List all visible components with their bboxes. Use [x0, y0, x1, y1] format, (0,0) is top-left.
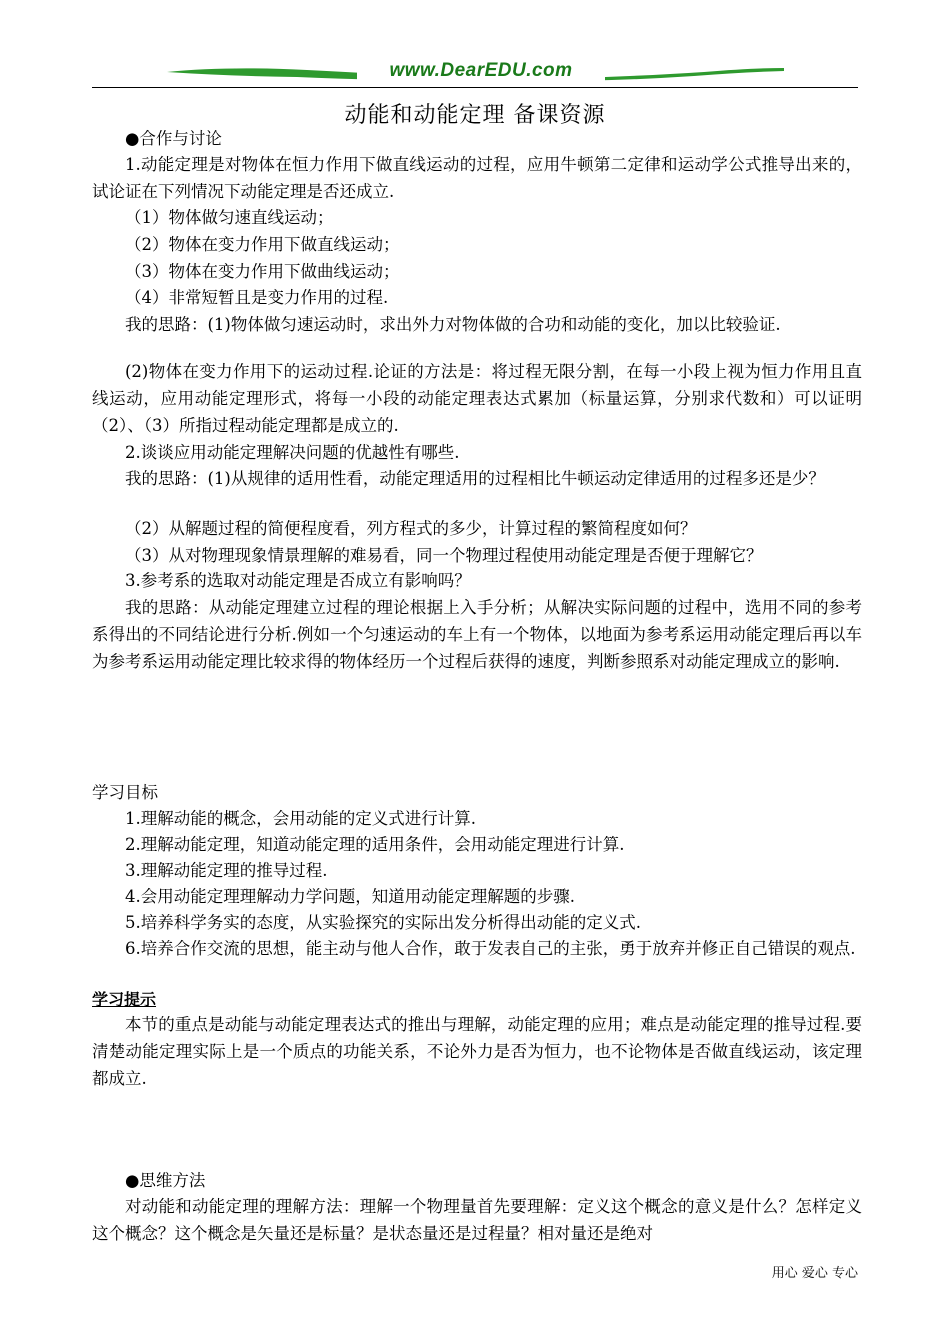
page-footer: 用心 爱心 专心: [771, 1266, 858, 1281]
section-heading-discussion: ●合作与讨论: [125, 129, 222, 148]
question-2: 2.谈谈应用动能定理解决问题的优越性有哪些.: [125, 443, 460, 462]
hints-heading: 学习提示: [92, 990, 157, 1009]
question-1: 1.动能定理是对物体在恒力作用下做直线运动的过程，应用牛顿第二定律和运动学公式推导出来的，试论证在下列情况下动能定理是否还成立.: [92, 155, 862, 201]
page-title: 动能和动能定理 备课资源: [344, 103, 606, 128]
question-3: 3.参考系的选取对动能定理是否成立有影响吗？: [125, 571, 471, 590]
hints-text: 本节的重点是动能与动能定理表达式的推出与理解，动能定理的应用；难点是动能定理的推导过程.要清楚动能定理实际上是一个质点的功能关系，不论外力是否为恒力，也不论物体是否做直线运动，该定理都成立.: [92, 1015, 862, 1088]
method-text: 对动能和动能定理的理解方法：理解一个物理量首先要理解：定义这个概念的意义是什么？怎样定义这个概念？这个概念是矢量还是标量？是状态量还是过程量？相对量还是绝对: [92, 1197, 862, 1243]
question-1-item: （2）物体在变力作用下做直线运动；: [125, 235, 400, 254]
goal-item: 1.理解动能的概念，会用动能的定义式进行计算.: [125, 809, 476, 828]
site-banner: [92, 58, 858, 94]
right-swoosh-decoration: [574, 64, 784, 84]
question-1-item: （4）非常短暂且是变力作用的过程.: [125, 288, 389, 307]
question-1-idea: (2)物体在变力作用下的运动过程.论证的方法是：将过程无限分割，在每一小段上视为恒力作用且直线运动，应用动能定理形式，将每一小段的动能定理表达式累加（标量运算，分别求代数和）可以证明（2）、（3）所指过程动能定理都是成立的.: [92, 362, 862, 435]
question-3-idea: 我的思路：从动能定理建立过程的理论根据上入手分析；从解决实际问题的过程中，选用不同的参考系得出的不同结论进行分析.例如一个匀速运动的车上有一个物体，以地面为参考系运用动能定理后再以车为参考系运用动能定理比较求得的物体经历一个过程后获得的速度，判断参照系对动能定理成立的影响.: [92, 598, 862, 671]
hints-heading-wrap: [92, 987, 862, 1014]
method-heading: ●思维方法: [125, 1171, 206, 1190]
goals-heading: 学习目标: [92, 783, 158, 802]
question-1-idea: 我的思路：(1)物体做匀速运动时，求出外力对物体做的合功和动能的变化，加以比较验证.: [125, 315, 781, 334]
goal-item: 3.理解动能定理的推导过程.: [125, 861, 328, 880]
goal-item: 5.培养科学务实的态度，从实验探究的实际出发分析得出动能的定义式.: [125, 913, 641, 932]
question-1-item: （1）物体做匀速直线运动；: [125, 208, 334, 227]
question-1-item: （3）物体在变力作用下做曲线运动；: [125, 262, 400, 281]
goal-item: 2.理解动能定理，知道动能定理的适用条件，会用动能定理进行计算.: [125, 835, 625, 854]
question-2-idea: （3）从对物理现象情景理解的难易看，同一个物理过程使用动能定理是否便于理解它？: [125, 546, 763, 565]
goal-item: 6.培养合作交流的思想，能主动与他人合作，敢于发表自己的主张，勇于放弃并修正自己错误的观点.: [125, 939, 856, 958]
question-2-idea: 我的思路：(1)从规律的适用性看，动能定理适用的过程相比牛顿运动定律适用的过程多还是少？: [125, 469, 825, 488]
question-2-idea: （2）从解题过程的简便程度看，列方程式的多少，计算过程的繁简程度如何？: [125, 519, 697, 538]
site-logo-text: www.DearEDU.com: [357, 60, 605, 82]
goal-item: 4.会用动能定理理解动力学问题，知道用动能定理解题的步骤.: [125, 887, 575, 906]
header-divider: [92, 87, 858, 88]
